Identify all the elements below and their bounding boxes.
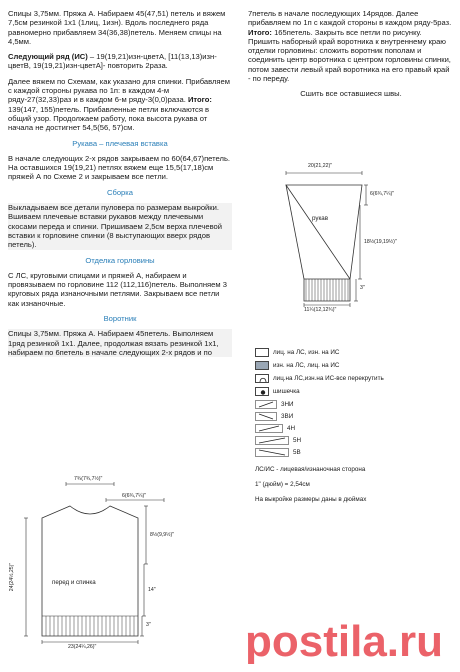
- collar-continued-paragraph: [248, 9, 454, 83]
- sleeve-bottom-width: 11¼(12,12¾)": [304, 307, 337, 313]
- scheme-text-a: Далее вяжем по Схемам, как указано для спинки. Прибавляем с каждой стороны рукава по 1п: в каждом 4-м ряду-27(32,33)раз и в каждом 6-м ряду-3(0,0)раза.: [8, 76, 230, 105]
- collar-total-label: Итого:: [248, 27, 272, 37]
- assembly-heading: Сборка: [107, 187, 133, 197]
- legend-row-dec-3vi: [255, 411, 455, 423]
- stitch-legend: [255, 347, 455, 459]
- legend-label: изн. на ЛС, лиц. на ИС: [273, 362, 340, 369]
- sleeve-body-height: 18½(19,19½)": [364, 239, 397, 245]
- legend-label: лиц.на ЛС,изн.на ИС-все перекрутить: [273, 375, 384, 382]
- sleeve-schematic: [268, 163, 438, 313]
- legend-note-inch: 1" (дюйм) = 2,54см: [255, 481, 310, 488]
- decrease-5n-label: 5Н: [293, 437, 302, 444]
- sleeve-outline: [268, 163, 438, 313]
- body-side-height: 14": [148, 587, 156, 593]
- raglan-heading: Рукава – плечевая вставка: [72, 138, 168, 148]
- legend-note-inches: На выкройке размеры даны в дюймах: [255, 496, 367, 503]
- assembly-paragraph: Выкладываем все детали пуловера по размерам выкройки. Вшиваем плечевые вставки рукавов между плечевыми скосами переда и спинки. Пришиваем 2,5см верха плечевой вставки к горловине спинки (8 выступающих вверх рядов петель).: [8, 203, 232, 249]
- legend-row-purl: [255, 360, 455, 373]
- legend-label: лиц. на ЛС, изн. на ИС: [273, 349, 340, 356]
- sew-seams-paragraph: Сшить все оставшиеся швы.: [300, 89, 402, 99]
- legend-label: шишечка: [273, 388, 300, 395]
- scheme-text-b: 139(147, 155)петель. Прибавленные петли включаются в общий узор. Продолжаем работу, пока высота рукава от начала не достигнет 54,5(56, 57)см.: [8, 104, 210, 133]
- collar-heading: Воротник: [103, 314, 137, 324]
- decrease-3ni-icon: [255, 400, 277, 409]
- decrease-3vi-icon: [255, 412, 277, 421]
- left-text-column: [8, 9, 232, 363]
- body-shoulder-width: 6(6¾,7¼)": [122, 493, 147, 499]
- collar-paragraph: Спицы 3,75мм. Пряжа А. Набираем 45петель. Выполняем 1ряд резинкой 1х1. Далее, продолжая вязать резинкой 1х1, набираем по 6петель в начале следующих 2-х рядов и по: [8, 329, 232, 357]
- legend-row-bobble: [255, 386, 455, 399]
- sleeve-label: рукав: [312, 215, 329, 222]
- postila-logo-graphic: [241, 618, 453, 664]
- body-outline: [14, 476, 214, 654]
- body-bottom-width: 23(24¼,26)": [68, 644, 97, 650]
- decrease-3ni-label: 3НИ: [281, 401, 294, 408]
- knit-symbol-icon: [255, 348, 269, 357]
- cuff-paragraph: Спицы 3,75мм. Пряжа А. Набираем 45(47,51) петель и вяжем 7,5см резинкой 1х1 (1лиц, 1изн). Вдоль последнего ряда равномерно прибавляем 34(36,38)петель. Меняем спицы на 4,5мм.: [8, 9, 226, 46]
- purl-symbol-icon: [255, 361, 269, 370]
- right-text-column: [248, 9, 454, 105]
- sleeve-top-width: 20(21,22)": [308, 163, 333, 169]
- decrease-5v-label: 5В: [293, 449, 301, 456]
- next-row-text: – 19(19,21)изн-цветА, [11(13,13)изн-цветB, 19(19,21)изн-цветА]- повторить 2раза.: [8, 52, 217, 71]
- collar-text-b: 165петель. Закрыть все петли по рисунку. Пришить наборный край воротника к внутреннему краю отделки горловины: сложить воротник пополам и соединить центр воротника с центром горловины спинки, потом завести левый край воротника на его правый край - по переду.: [248, 27, 451, 84]
- sleeve-cap-height: 6(6¾,7¼)": [370, 191, 395, 197]
- collar-text-a: 7петель в начале последующих 14рядов. Далее прибавляем по 1п с каждой стороны в каждом ряду-5раз.: [248, 9, 452, 28]
- legend-row-knit: [255, 347, 455, 360]
- legend-row-twisted: [255, 373, 455, 386]
- postila-watermark-logo: [241, 618, 453, 664]
- legend-row-dec-3ni: [255, 399, 455, 411]
- body-label: перед и спинка: [52, 579, 96, 586]
- decrease-4n-label: 4Н: [287, 425, 296, 432]
- body-schematic: [9, 476, 214, 654]
- decrease-5n-icon: [255, 436, 289, 445]
- decrease-4n-icon: [255, 424, 283, 433]
- body-total-height: 24(24½,25)": [9, 562, 16, 592]
- decrease-5v-icon: [255, 448, 289, 457]
- legend-row-dec-5n: [255, 435, 455, 447]
- neck-paragraph: С ЛС, круговыми спицами и пряжей А, набираем и провязываем по горловине 112 (112,116)петель. Выполняем 3 круговых ряда изнаночными петлями. Закрываем все петли как изнаночные.: [8, 270, 227, 308]
- body-shoulder-height: 8½(9,9½)": [150, 532, 175, 538]
- twisted-stitch-glyph: [256, 375, 270, 384]
- twisted-stitch-icon: [255, 374, 269, 383]
- decrease-3vi-label: 3ВИ: [281, 413, 294, 420]
- legend-row-dec-5v: [255, 447, 455, 459]
- next-row-paragraph: [8, 52, 232, 71]
- body-neck-width: 7¾(7¾,7½)": [74, 476, 103, 482]
- bobble-icon: [255, 387, 269, 396]
- scheme-paragraph: [8, 77, 232, 133]
- bobble-glyph: [256, 388, 270, 397]
- legend-note-sides: ЛС/ИС - лицевая/изнаночная сторона: [255, 466, 366, 473]
- neck-heading: Отделка горловины: [85, 255, 155, 265]
- legend-row-dec-4n: [255, 423, 455, 435]
- postila-logo-text: postila.ru: [245, 618, 444, 664]
- scheme-total-label: Итого:: [187, 95, 212, 105]
- next-row-heading: Следующий ряд (ИС): [8, 52, 88, 62]
- raglan-paragraph: В начале следующих 2-х рядов закрываем по 60(64,67)петель. На оставшихся 19(19,21) петлях вяжем еще 15,5(17,18)см пряжей А по Схеме 2 и закрываем все петли.: [8, 153, 231, 182]
- body-rib-height: 3": [146, 622, 151, 628]
- sleeve-cuff-height: 3": [360, 285, 365, 291]
